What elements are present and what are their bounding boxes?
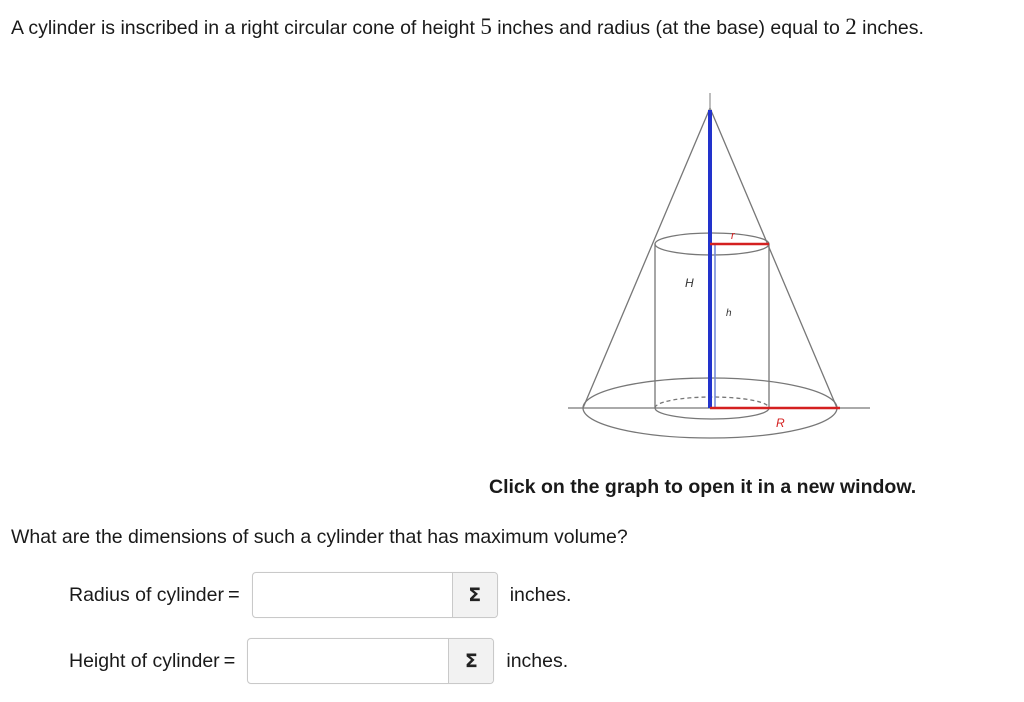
height-input[interactable]	[248, 639, 448, 683]
cone-left-side	[583, 108, 710, 408]
radius-equals-sign: =	[228, 583, 240, 606]
cone-cylinder-graph[interactable]	[560, 88, 880, 468]
radius-field-wrapper	[252, 572, 498, 618]
height-field-wrapper	[247, 638, 494, 684]
cylinder-base-front	[655, 408, 769, 419]
radius-unit: inches.	[509, 583, 572, 606]
height-equals-sign: =	[223, 649, 236, 672]
radius-answer-row	[69, 572, 571, 618]
label-H: H	[685, 276, 694, 290]
height-math-palette-button[interactable]	[448, 639, 493, 683]
sigma-icon: Σ	[468, 584, 482, 606]
problem-statement	[11, 14, 924, 40]
cone-radius-value: 2	[845, 14, 857, 39]
cone-cylinder-diagram	[560, 88, 880, 468]
height-answer-row	[69, 638, 568, 684]
label-r: r	[731, 230, 735, 242]
problem-text-part1: A cylinder is inscribed in a right circular cone of height	[11, 17, 481, 39]
height-unit: inches.	[506, 649, 569, 672]
radius-input[interactable]	[253, 573, 452, 617]
open-graph-link[interactable]: Click on the graph to open it in a new window.	[489, 476, 917, 498]
label-R: R	[776, 416, 785, 430]
label-h: h	[726, 308, 732, 319]
cone-height-value: 5	[480, 14, 492, 39]
radius-label: Radius of cylinder	[69, 583, 224, 606]
question-text: What are the dimensions of such a cylinder that has maximum volume?	[11, 526, 628, 548]
problem-text-part2: inches and radius (at the base) equal to	[491, 17, 846, 39]
radius-math-palette-button[interactable]	[452, 573, 497, 617]
height-label: Height of cylinder	[69, 649, 220, 672]
problem-text-part3: inches.	[856, 17, 924, 39]
cone-right-side	[710, 108, 837, 408]
sigma-icon: Σ	[464, 650, 478, 672]
